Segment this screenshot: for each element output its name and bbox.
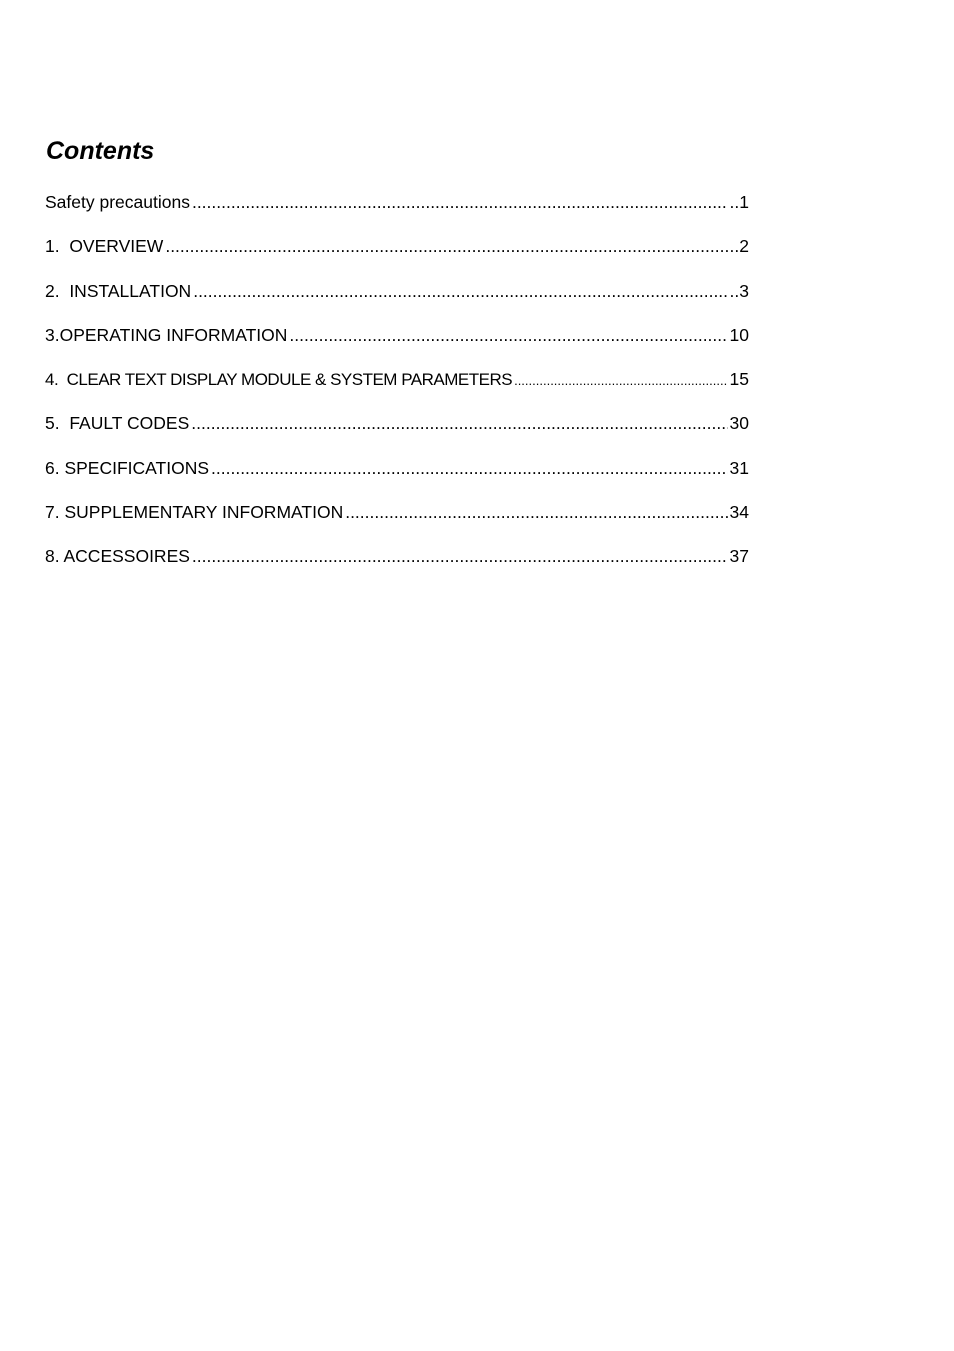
toc-entry-specifications[interactable] [45,454,749,498]
toc-page-number: 31 [729,457,749,478]
toc-entry-supplementary-information[interactable] [45,498,749,542]
dot-leader [191,409,727,437]
toc-page-number: ..3 [729,280,749,301]
toc-entry-label: Safety precautions [45,192,190,212]
dot-leader [165,232,727,260]
dot-leader [211,454,728,482]
toc-entry-accessoires[interactable] [45,542,749,586]
toc-page-number: 34 [729,502,749,523]
toc-page-number: 15 [729,369,749,390]
toc-entry-label: 7. SUPPLEMENTARY INFORMATION [45,502,344,523]
toc-entry-label: 8. ACCESSOIRES [45,546,190,567]
dot-leader [192,542,728,570]
dot-leader [514,367,727,395]
contents-heading: Contents [46,137,155,165]
dot-leader [345,498,727,526]
dot-leader [289,321,727,349]
toc-entry-label: 1. OVERVIEW [45,236,164,257]
toc-entry-overview[interactable] [45,232,749,276]
toc-entry-label: 2. INSTALLATION [45,280,192,301]
toc-page-number: 10 [729,324,749,345]
toc-page-number: 37 [729,546,749,567]
dot-leader [192,188,728,216]
toc-entry-label: 5. FAULT CODES [45,413,190,434]
toc-entry-label: 4. CLEAR TEXT DISPLAY MODULE & SYSTEM PARAMETERS [45,370,513,390]
toc-entry-installation[interactable] [45,277,749,321]
toc-page-number: ..2 [729,236,749,257]
table-of-contents [45,188,749,587]
toc-entry-label: 3.OPERATING INFORMATION [45,324,288,345]
dot-leader [193,277,727,305]
toc-page-number: 30 [729,413,749,434]
toc-entry-label: 6. SPECIFICATIONS [45,457,210,478]
toc-entry-safety-precautions[interactable] [45,188,749,232]
toc-page-number: ..1 [729,192,749,212]
toc-entry-fault-codes[interactable] [45,409,749,453]
toc-entry-clear-text-display-module[interactable] [45,365,749,409]
toc-entry-operating-information[interactable] [45,321,749,365]
